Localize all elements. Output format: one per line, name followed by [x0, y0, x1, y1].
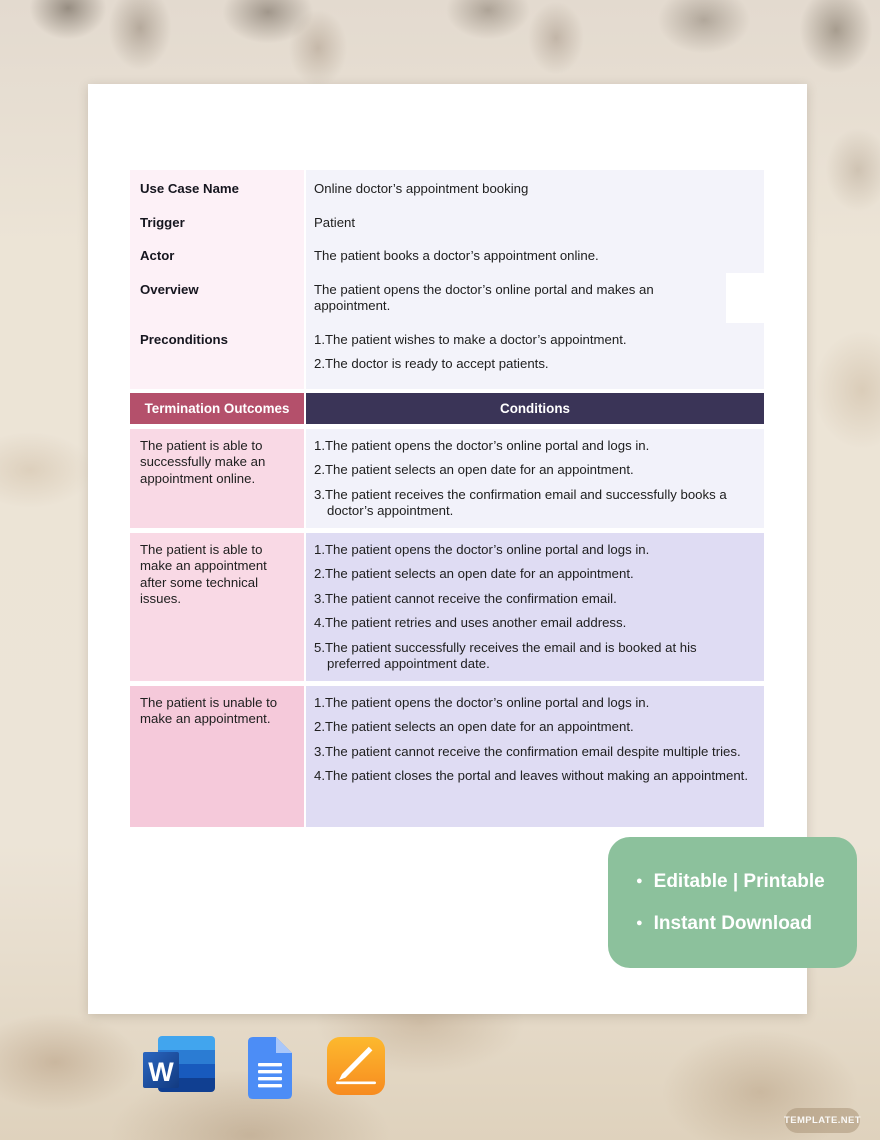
- info-section: [130, 170, 764, 389]
- info-label: Actor: [130, 239, 306, 273]
- outcome-cell: The patient is unable to make an appointment.: [130, 686, 306, 827]
- table-row: [130, 533, 764, 681]
- word-icon[interactable]: [143, 1036, 215, 1101]
- condition-item: 3.The patient cannot receive the confirmation email despite multiple tries.: [314, 743, 741, 759]
- use-case-document: [130, 170, 764, 827]
- condition-item: 3.The patient receives the confirmation email and successfully books a doctor’s appointment.: [314, 486, 727, 518]
- condition-item: 1.The patient opens the doctor’s online portal and logs in.: [314, 694, 650, 710]
- pages-icon[interactable]: [327, 1037, 385, 1100]
- precondition-item: 2.The doctor is ready to accept patients.: [314, 356, 549, 371]
- condition-item: 3.The patient cannot receive the confirmation email.: [314, 590, 617, 606]
- table-header-termination-outcomes: Termination Outcomes: [130, 393, 306, 424]
- table-header-conditions: Conditions: [306, 393, 764, 424]
- condition-item: 2.The patient selects an open date for an appointment.: [314, 719, 634, 734]
- info-value: The patient books a doctor’s appointment online.: [306, 239, 764, 273]
- info-row-overview: [130, 273, 764, 323]
- info-label: Trigger: [130, 206, 306, 240]
- info-label: Overview: [130, 273, 306, 323]
- conditions-cell: [306, 686, 764, 827]
- google-docs-icon[interactable]: [248, 1037, 292, 1104]
- outcome-cell: The patient is able to make an appointment after some technical issues.: [130, 533, 306, 681]
- condition-item: 1.The patient opens the doctor’s online portal and logs in.: [314, 437, 650, 453]
- conditions-cell: [306, 429, 764, 528]
- outcome-cell: The patient is able to successfully make an appointment online.: [130, 429, 306, 528]
- info-value: Patient: [306, 206, 764, 240]
- condition-item: 4.The patient retries and uses another email address.: [314, 615, 627, 630]
- bullet-icon: ●: [636, 917, 643, 929]
- condition-item: 5.The patient successfully receives the email and is booked at his preferred appointment date.: [314, 639, 697, 671]
- condition-item: 2.The patient selects an open date for an appointment.: [314, 566, 634, 581]
- promo-badge: [608, 837, 857, 968]
- promo-badge-label: Editable | Printable: [653, 870, 825, 892]
- info-value: [306, 323, 764, 389]
- table-header-row: [130, 393, 764, 424]
- info-label: Preconditions: [130, 323, 306, 389]
- condition-item: 1.The patient opens the doctor’s online portal and logs in.: [314, 541, 650, 557]
- table-row: [130, 686, 764, 827]
- promo-badge-item: [636, 871, 857, 893]
- info-row-actor: [130, 239, 764, 273]
- info-value: The patient opens the doctor’s online portal and makes an appointment.: [306, 273, 726, 323]
- template-net-watermark: TEMPLATE.NET: [785, 1108, 860, 1133]
- precondition-item: 1.The patient wishes to make a doctor’s appointment.: [314, 331, 627, 347]
- info-row-use-case-name: [130, 170, 764, 206]
- bullet-icon: ●: [636, 875, 643, 887]
- svg-text:W: W: [148, 1057, 174, 1087]
- table-row: [130, 429, 764, 528]
- promo-badge-item: [636, 913, 857, 935]
- condition-item: 2.The patient selects an open date for an appointment.: [314, 462, 634, 477]
- info-row-trigger: [130, 206, 764, 240]
- promo-badge-label: Instant Download: [653, 912, 812, 934]
- info-label: Use Case Name: [130, 170, 306, 206]
- conditions-cell: [306, 533, 764, 681]
- info-row-preconditions: [130, 323, 764, 389]
- info-value: Online doctor’s appointment booking: [306, 170, 764, 206]
- condition-item: 4.The patient closes the portal and leaves without making an appointment.: [314, 768, 748, 783]
